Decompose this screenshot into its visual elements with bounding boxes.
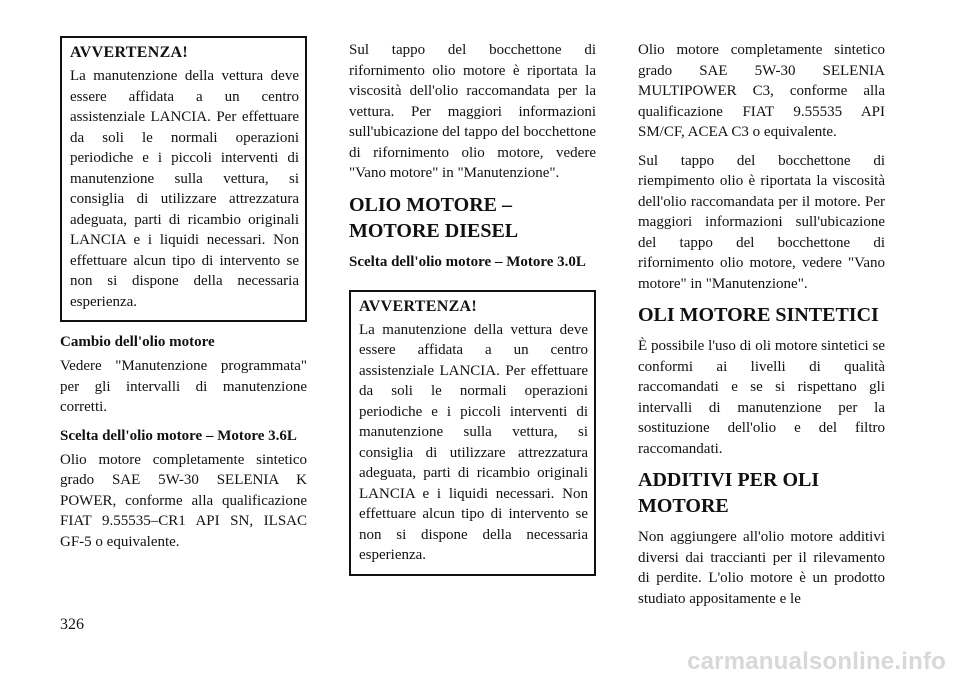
paragraph-oil-cap: Sul tappo del bocchettone di rifornimento olio motore è riportata la viscosità dell'olio raccomandata per la vettura. Per maggiori informazioni sull'ubicazione del tappo del bocchettone di rifornimento olio motore, vedere "Vano motore" in "Manutenzione". [349, 42, 596, 181]
column-middle [349, 40, 596, 586]
heading-oil-choice-36: Scelta dell'olio motore – Motore 3.6L [60, 427, 297, 444]
warning-title: AVVERTENZA! [70, 44, 189, 61]
warning-box [60, 36, 307, 322]
warning-text: La manutenzione della vettura deve essere affidata a un centro assistenziale LANCIA. Per effettuare da soli le normali operazioni periodiche e i piccoli interventi di manutenzione sulla vettura, si consiglia di utilizzare attrezzatura adeguata, parti di ricambio originali LANCIA e i liquidi necessari. Non effettuare alcun tipo di intervento se non si dispone della necessaria esperienza. [70, 68, 299, 310]
warning-title: AVVERTENZA! [359, 297, 478, 315]
section-title-synthetic: OLI MOTORE SINTETICI [638, 304, 879, 326]
heading-oil-choice-30: Scelta dell'olio motore – Motore 3.0L [349, 253, 586, 270]
paragraph-additives: Non aggiungere all'olio motore additivi diversi dai traccianti per il rilevamento di perdite. L'olio motore è un prodotto studiato appositamente e le [638, 529, 885, 607]
paragraph-oil-change: Vedere "Manutenzione programmata" per gli intervalli di manutenzione corretti. [60, 358, 307, 415]
column-left [60, 36, 307, 560]
section-title-additives: ADDITIVI PER OLI MOTORE [638, 469, 820, 517]
heading-oil-change: Cambio dell'olio motore [60, 334, 215, 350]
paragraph-oil-36: Olio motore completamente sintetico grado SAE 5W-30 SELENIA K POWER, conforme alla qualificazione FIAT 9.55535–CR1 API SN, ILSAC GF-5 o equivalente. [60, 451, 307, 550]
paragraph-synthetic: È possibile l'uso di oli motore sintetici se conformi ai livelli di qualità raccomandati e se si rispettano gli intervalli di manutenzione per la sostituzione dell'olio e del filtro raccomandati. [638, 338, 885, 457]
page-number: 326 [60, 616, 84, 633]
paragraph-oil-30: Olio motore completamente sintetico grado SAE 5W-30 SELENIA MULTIPOWER C3, conforme alla qualificazione FIAT 9.55535 API SM/CF, ACEA C3 o equivalente. [638, 42, 885, 140]
section-title-diesel: OLIO MOTORE – MOTORE DIESEL [349, 193, 519, 242]
column-right [638, 40, 885, 617]
paragraph-oil-cap: Sul tappo del bocchettone di riempimento olio è riportata la viscosità dell'olio raccomandata per il motore. Per maggiori informazioni sull'ubicazione del tappo del bocchettone di rifornimento olio motore, vedere "Vano motore" in "Manutenzione". [638, 152, 885, 292]
watermark-logo: carmanualsonline.info [687, 648, 946, 675]
warning-text: La manutenzione della vettura deve essere affidata a un centro assistenziale LANCIA. Per effettuare da soli le normali operazioni periodiche e i piccoli interventi di manutenzione sulla vettura, si consiglia di utilizzare attrezzatura adeguata, parti di ricambio originali LANCIA e i liquidi necessari. Non effettuare alcun tipo di intervento se non si dispone della necessaria esperienza. [359, 321, 588, 563]
warning-box [349, 290, 596, 576]
